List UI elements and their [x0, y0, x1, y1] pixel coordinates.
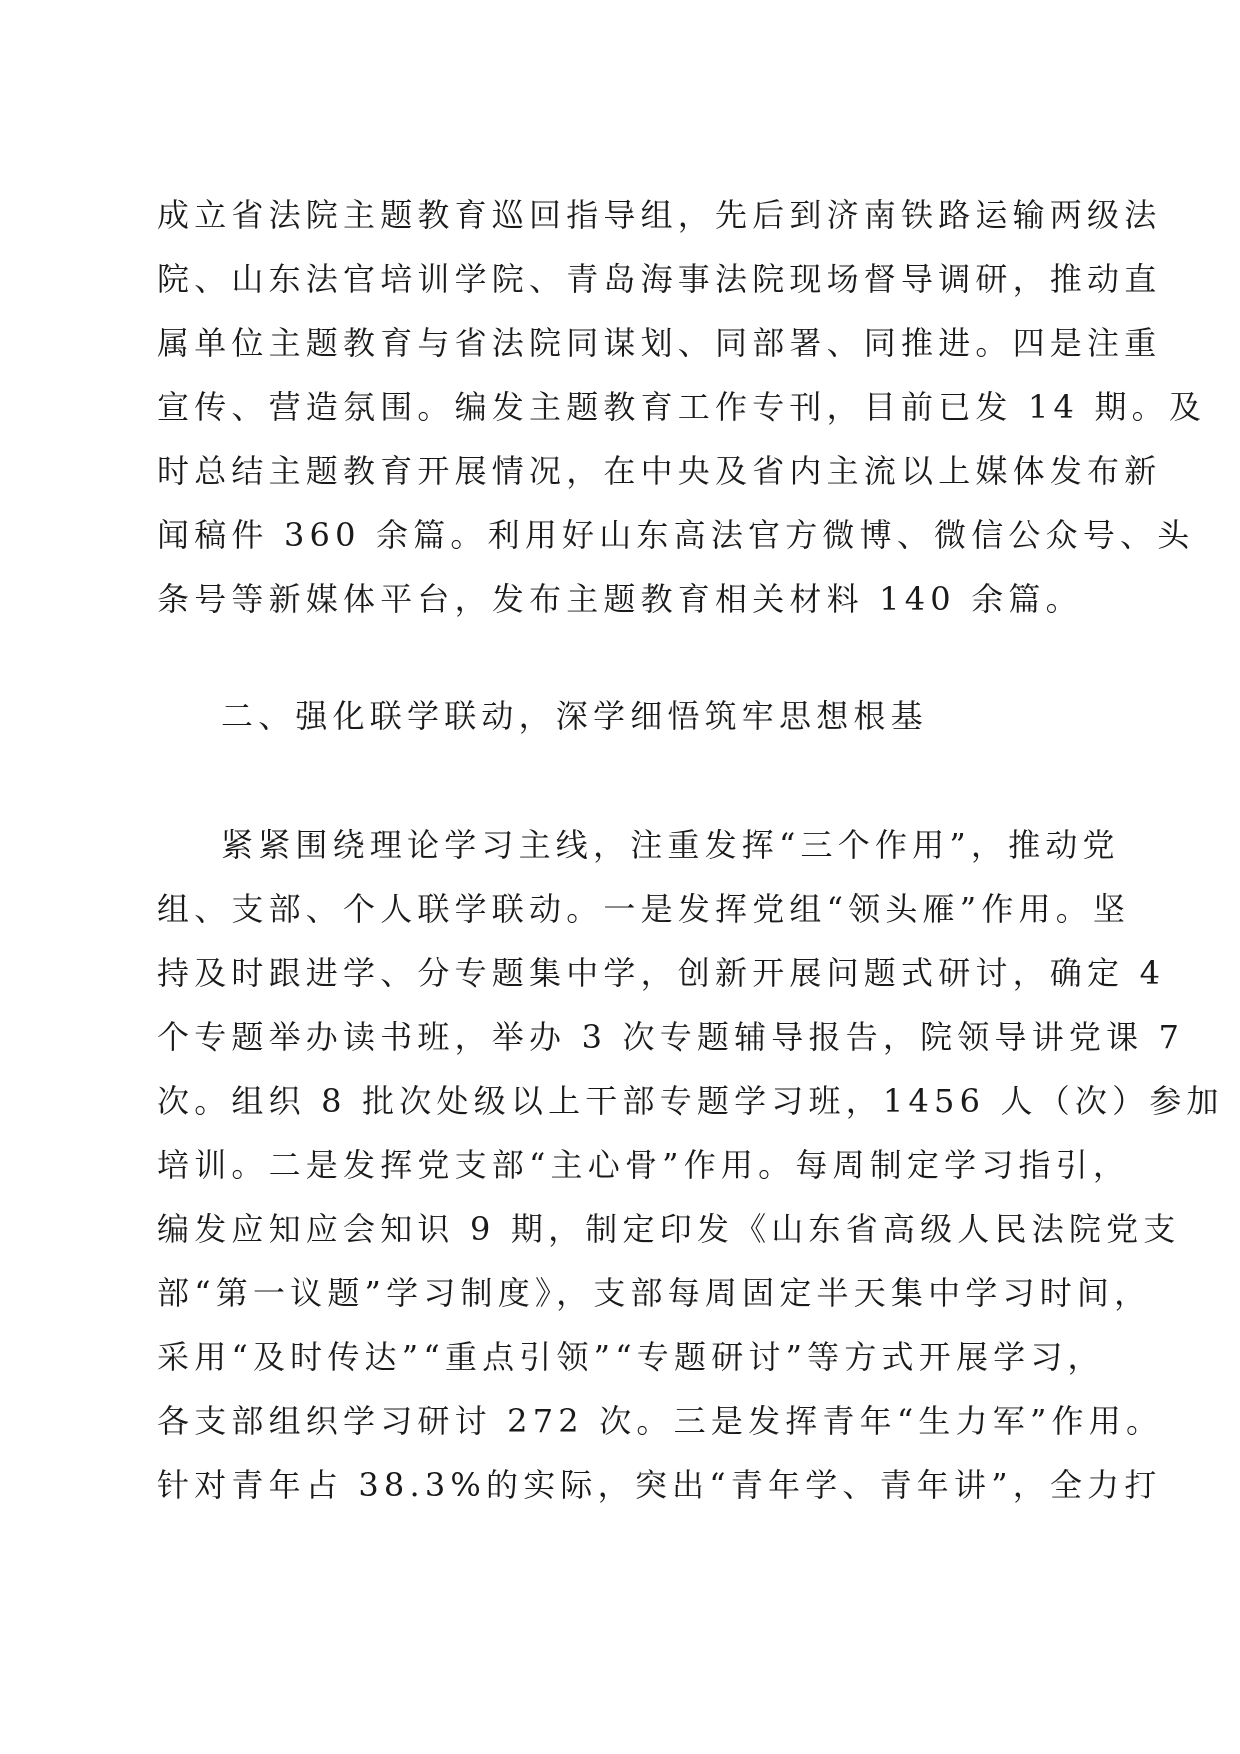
text-line: 组、支部、个人联学联动。一是发挥党组“领头雁”作用。坚: [157, 890, 1131, 928]
text-line: 条号等新媒体平台，发布主题教育相关材料 140 余篇。: [157, 580, 1083, 618]
text-line: 次。组织 8 批次处级以上干部专题学习班，1456 人（次）参加: [157, 1082, 1224, 1120]
document-body: [157, 183, 1224, 1517]
text-line: 院、山东法官培训学院、青岛海事法院现场督导调研，推动直: [157, 260, 1162, 298]
text-line: 针对青年占 38.3%的实际，突出“青年学、青年讲”，全力打: [157, 1466, 1162, 1504]
text-line: 时总结主题教育开展情况，在中央及省内主流以上媒体发布新: [157, 452, 1162, 490]
text-line: 编发应知应会知识 9 期，制定印发《山东省高级人民法院党支: [157, 1210, 1181, 1248]
section-heading-text: 二、强化联学联动，深学细悟筑牢思想根基: [221, 697, 928, 735]
text-line: 宣传、营造氛围。编发主题教育工作专刊，目前已发 14 期。及: [157, 388, 1207, 426]
section-heading: [157, 684, 1077, 748]
text-line: 各支部组织学习研讨 272 次。三是发挥青年“生力军”作用。: [157, 1402, 1164, 1440]
text-line: 成立省法院主题教育巡回指导组，先后到济南铁路运输两级法: [157, 196, 1162, 234]
text-line: 紧紧围绕理论学习主线，注重发挥“三个作用”，推动党: [221, 826, 1120, 864]
text-line: 部“第一议题”学习制度》，支部每周固定半天集中学习时间，: [157, 1274, 1152, 1312]
text-line: 采用“及时传达”“重点引领”“专题研讨”等方式开展学习，: [157, 1338, 1105, 1376]
paragraph-section-two: [157, 813, 1224, 1517]
paragraph-continued: [157, 183, 1207, 631]
text-line: 属单位主题教育与省法院同谋划、同部署、同推进。四是注重: [157, 324, 1162, 362]
text-line: 个专题举办读书班，举办 3 次专题辅导报告，院领导讲党课 7: [157, 1018, 1185, 1056]
text-line: 培训。二是发挥党支部“主心骨”作用。每周制定学习指引，: [157, 1146, 1131, 1184]
text-line: 闻稿件 360 余篇。利用好山东高法官方微博、微信公众号、头: [157, 516, 1195, 554]
text-line: 持及时跟进学、分专题集中学，创新开展问题式研讨，确定 4: [157, 954, 1166, 992]
